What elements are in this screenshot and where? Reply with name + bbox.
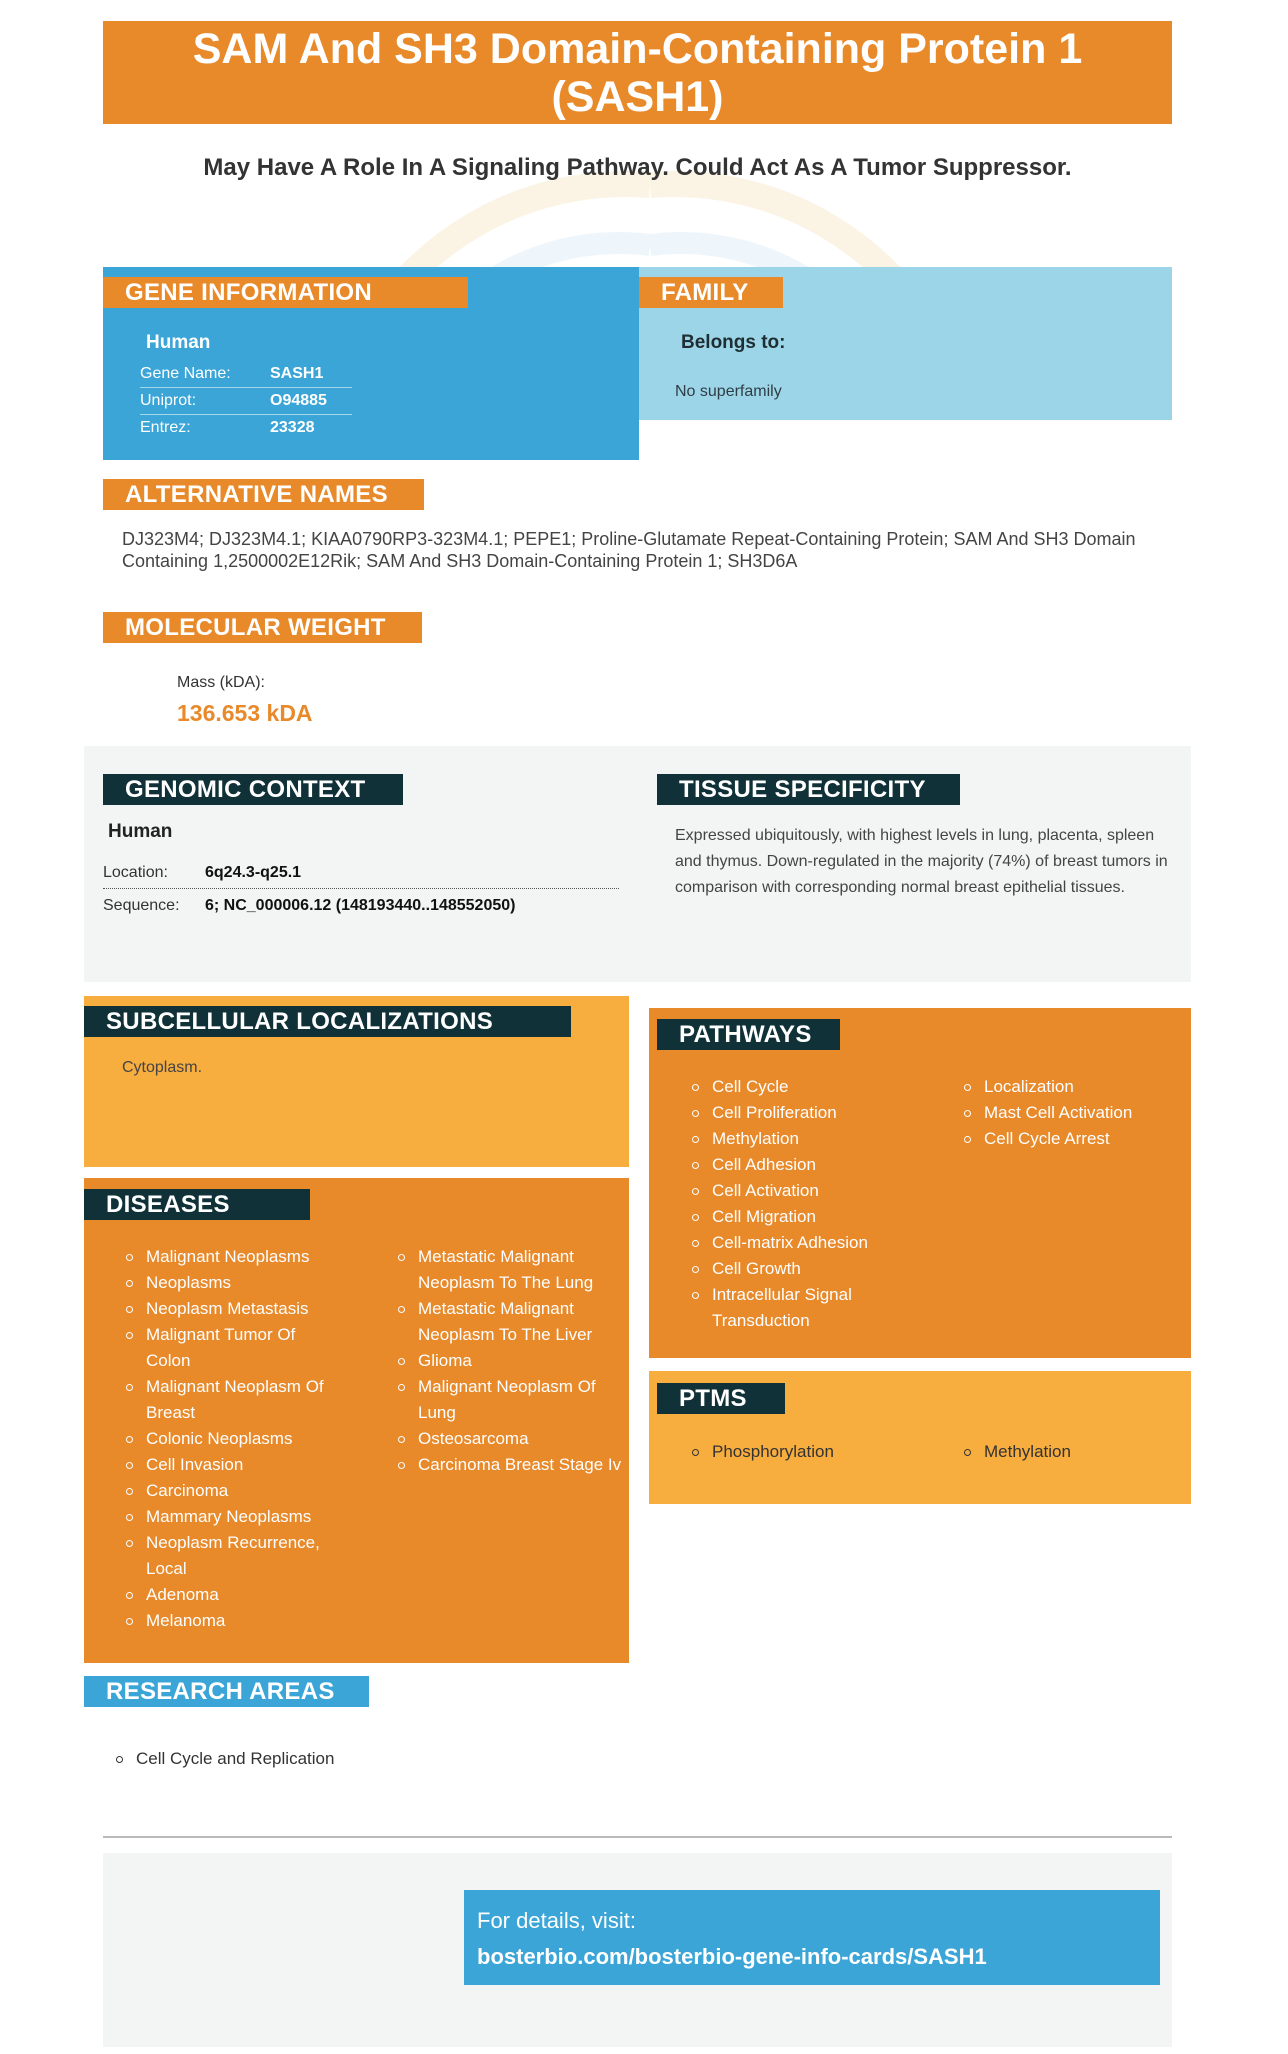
disease-item: Melanoma [124,1608,344,1634]
subcellular-text: Cytoplasm. [122,1059,203,1076]
disease-item: Carcinoma [124,1478,344,1504]
ptm-item: Methylation [962,1439,1162,1465]
genomic-sequence-value: 6; NC_000006.12 (148193440..148552050) [205,897,516,914]
research-areas-heading: RESEARCH AREAS [84,1676,369,1707]
pathways-list-col2 [962,1074,1182,1152]
pathway-item: Mast Cell Activation [962,1100,1182,1126]
pathway-item: Cell Cycle [690,1074,950,1100]
genomic-location-label: Location: [103,864,168,881]
family-belongs-label: Belongs to: [681,332,786,353]
disease-item: Neoplasm Metastasis [124,1296,344,1322]
genomic-sequence-row [103,891,619,921]
ptms-list-col2 [962,1439,1162,1465]
family-heading: FAMILY [639,277,783,308]
alternative-names-text: DJ323M4; DJ323M4.1; KIAA0790RP3-323M4.1; PEPE1; Proline-Glutamate Repeat-Containing Protein; SAM And SH3 Domain Containing 1,2500002E12Rik; SAM And SH3 Domain-Containing Protein 1; SH3D6A [122,529,1136,571]
disease-item: Colonic Neoplasms [124,1426,344,1452]
pathway-item: Cell Cycle Arrest [962,1126,1182,1152]
disease-item: Neoplasm Recurrence, Local [124,1530,346,1582]
disease-item: Metastatic Malignant Neoplasm To The Lung [396,1244,613,1296]
gene-info-species: Human [146,332,211,353]
genomic-sequence-label: Sequence: [103,897,180,914]
pathway-item: Localization [962,1074,1182,1100]
pathway-item: Methylation [690,1126,950,1152]
subcellular-heading: SUBCELLULAR LOCALIZATIONS [84,1006,571,1037]
disease-item: Malignant Neoplasm Of Lung [396,1374,623,1426]
pathways-heading: PATHWAYS [657,1019,840,1050]
page-subtitle: May Have A Role In A Signaling Pathway. Could Act As A Tumor Suppressor. [203,154,1072,181]
ptms-list-col1 [690,1439,930,1465]
pathway-item: Cell Proliferation [690,1100,950,1126]
diseases-list-col2 [396,1244,621,1478]
tissue-specificity-heading: TISSUE SPECIFICITY [657,774,960,805]
genomic-location-row [103,857,619,889]
gene-info-row [140,361,352,388]
footer-link[interactable]: bosterbio.com/bosterbio-gene-info-cards/SASH1 [477,1944,987,1969]
footer-line-1: For details, visit: [477,1908,636,1933]
pathway-item: Cell Activation [690,1178,950,1204]
research-areas-list [114,1746,514,1772]
research-area-item: Cell Cycle and Replication [114,1746,514,1772]
gene-info-value: SASH1 [270,365,324,382]
pathways-list-col1 [690,1074,950,1334]
pathway-item: Cell Adhesion [690,1152,950,1178]
disease-item: Malignant Neoplasms [124,1244,344,1270]
gene-info-label: Uniprot: [140,392,197,409]
tissue-specificity-text: Expressed ubiquitously, with highest levels in lung, placenta, spleen and thymus. Down-regulated in the majority (74%) of breast tumors in comparison with corresponding normal breast epithelial tissues. [675,827,1168,896]
disease-item: Adenoma [124,1582,344,1608]
disease-item: Neoplasms [124,1270,344,1296]
title-line-1: SAM And SH3 Domain-Containing Protein 1 [192,24,1083,73]
diseases-heading: DISEASES [84,1189,310,1220]
pathway-item: Cell Growth [690,1256,950,1282]
disease-item: Osteosarcoma [396,1426,621,1452]
disease-item: Malignant Tumor Of Colon [124,1322,316,1374]
gene-info-value: 23328 [270,419,315,436]
disease-item: Malignant Neoplasm Of Breast [124,1374,346,1426]
gene-info-row [140,415,352,441]
diseases-list-col1 [124,1244,344,1634]
alternative-names-heading: ALTERNATIVE NAMES [103,479,424,510]
genomic-context-heading: GENOMIC CONTEXT [103,774,403,805]
molecular-weight-heading: MOLECULAR WEIGHT [103,612,422,643]
disease-item: Metastatic Malignant Neoplasm To The Liver [396,1296,613,1348]
genomic-location-value: 6q24.3-q25.1 [205,864,302,881]
disease-item: Cell Invasion [124,1452,344,1478]
mass-label: Mass (kDA): [177,674,265,691]
ptm-item: Phosphorylation [690,1439,930,1465]
genomic-species: Human [108,821,173,842]
ptms-heading: PTMS [657,1383,785,1414]
footer-divider [103,1836,1172,1838]
title-line-2: (SASH1) [551,72,724,121]
gene-info-label: Gene Name: [140,365,231,382]
disease-item: Mammary Neoplasms [124,1504,344,1530]
disease-item: Carcinoma Breast Stage Iv [396,1452,628,1478]
gene-info-value: O94885 [270,392,327,409]
mass-value: 136.653 kDA [177,700,313,726]
gene-info-label: Entrez: [140,419,191,436]
disease-item: Glioma [396,1348,621,1374]
gene-info-row [140,388,352,415]
pathway-item: Cell Migration [690,1204,950,1230]
pathway-item: Cell-matrix Adhesion [690,1230,950,1256]
footer-link-box[interactable] [464,1890,1160,1985]
family-value: No superfamily [675,383,782,400]
pathway-item: Intracellular Signal Transduction [690,1282,872,1334]
gene-info-heading: GENE INFORMATION [103,277,468,308]
gene-info-table [140,361,352,441]
page-title [103,21,1172,124]
